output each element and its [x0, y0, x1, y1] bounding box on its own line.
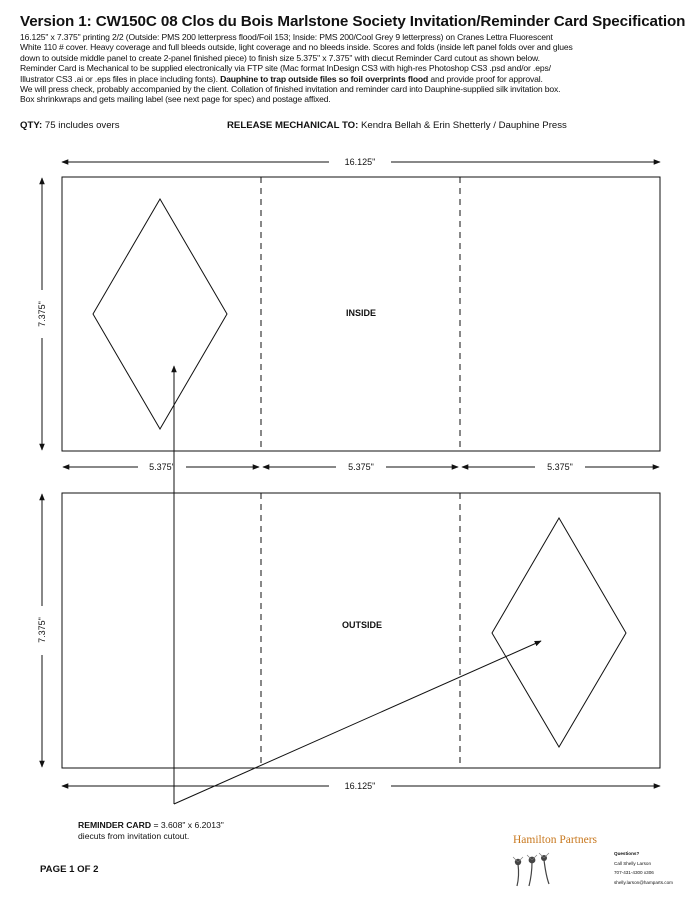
reminder-dims: = 3.608" x 6.2013": [153, 820, 224, 830]
spec-emphasis: Dauphine to trap outside files so foil overprints flood: [220, 73, 429, 84]
contact-line: 707-431-4300 x306: [614, 870, 654, 876]
reminder-arrow-to-outside: [174, 641, 541, 804]
spec-line: We will press check, probably accompanied by the client. Collation of finished invitation and reminder card into Dauphine-supplied silk invitation box.: [20, 84, 561, 95]
reminder-label: REMINDER CARD: [78, 820, 152, 830]
contact-block: [614, 849, 698, 887]
bottom-width-label: 16.125": [344, 781, 376, 791]
panel-width-label-2: 5.375": [348, 462, 374, 472]
top-width-label: 16.125": [344, 157, 376, 167]
brand-name: Hamilton Partners: [513, 834, 597, 846]
qty-value: 75 includes overs: [44, 120, 120, 131]
inside-label: INSIDE: [345, 308, 377, 318]
spec-line: 16.125" x 7.375" printing 2/2 (Outside: PMS 200 letterpress flood/Foil 153; Inside: PMS 200/Cool Grey 9 letterpress) on Cranes Lettra Fluorescent: [20, 32, 553, 42]
inside-height-label: 7.375": [37, 301, 47, 327]
outside-label: OUTSIDE: [341, 620, 383, 630]
spec-line: Reminder Card is Mechanical to be supplied electronically via FTP site (Mac format InDesign CS3 with high-res Photoshop CS3 .psd and/or .eps/: [20, 63, 551, 74]
spec-line: down to outside middle panel to create 2-panel finished piece) to finish size 5.375" x 7.375" with diecut Reminder Card cutout as shown below.: [20, 52, 540, 63]
panel-width-label-3: 5.375": [547, 462, 573, 472]
spec-line: White 110 # cover. Heavy coverage and full bleeds outside, light coverage and no bleeds inside. Scores and folds (inside left panel folds over and glues: [20, 42, 573, 53]
release-label: RELEASE MECHANICAL TO:: [227, 120, 359, 131]
contact-email[interactable]: shelly.larson@hamparts.com: [614, 879, 673, 885]
reminder-note: diecuts from invitation cutout.: [78, 830, 190, 841]
contact-line: Call Shelly Larson: [614, 860, 652, 866]
outside-height-label: 7.375": [37, 617, 47, 643]
contact-line: Questions?: [614, 851, 640, 856]
outside-sheet: [62, 493, 660, 768]
dandelion-logo-icon: [508, 850, 556, 888]
outside-diecut-diamond: [492, 518, 626, 747]
spec-line: and provide proof for approval.: [430, 73, 543, 84]
release-value: Kendra Bellah & Erin Shetterly / Dauphine Press: [360, 120, 567, 131]
page-number: PAGE 1 OF 2: [40, 864, 99, 875]
reminder-card-note: [78, 820, 338, 841]
spec-line: Box shrinkwraps and gets mailing label (see next page for spec) and postage affixed.: [20, 94, 331, 105]
page-title: Version 1: CW150C 08 Clos du Bois Marlstone Society Invitation/Reminder Card Specification: [20, 13, 686, 30]
spec-line: Illustrator CS3 .ai or .eps files in place including fonts).: [20, 73, 218, 84]
qty-label: QTY:: [20, 120, 43, 131]
panel-width-label-1: 5.375": [149, 462, 175, 472]
inside-diecut-diamond: [93, 199, 227, 429]
